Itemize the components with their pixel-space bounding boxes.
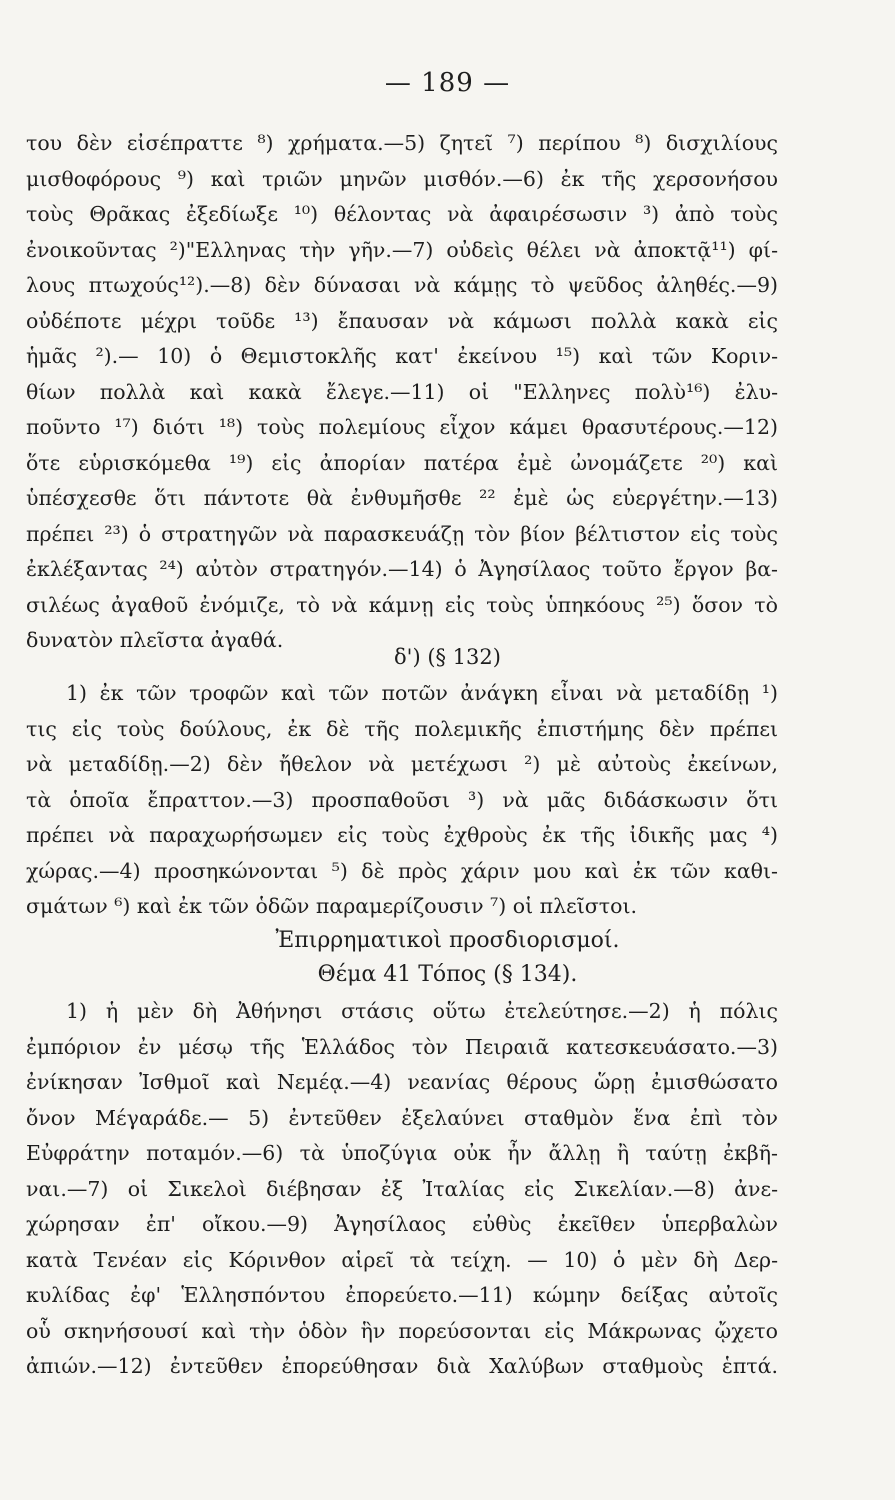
text-line: κυλίδας ἐφ' Ἑλλησπόντου ἐπορεύετο.—11) κώμην δείξας αὐτοῖς xyxy=(26,1283,778,1307)
text-line: ἡμᾶς ²).— 10) ὁ Θεμιστοκλῆς κατ' ἐκείνου ¹⁵) καὶ τῶν Κοριν- xyxy=(26,344,778,368)
text-line: λους πτωχούς¹²).—8) δὲν δύνασαι νὰ κάμῃς τὸ ψεῦδος ἀληθές.—9) xyxy=(26,273,778,297)
text-line: σμάτων ⁶) καὶ ἐκ τῶν ὁδῶν παραμερίζουσιν ⁷) οἱ πλεῖστοι. xyxy=(26,894,638,918)
text-line: δυνατὸν πλεῖστα ἀγαθά. xyxy=(26,628,284,652)
paragraph-section-132 xyxy=(26,676,778,925)
text-line: τις εἰς τοὺς δούλους, ἐκ δὲ τῆς πολεμικῆς ἐπιστήμης δὲν πρέπει xyxy=(26,716,778,741)
text-line: ἐμπόριον ἐν μέσῳ τῆς Ἑλλάδος τὸν Πειραιᾶ κατεσκευάσατο.—3) xyxy=(26,1034,778,1059)
text-line: σιλέως ἀγαθοῦ ἐνόμιζε, τὸ νὰ κάμνῃ εἰς τοὺς ὑπηκόους ²⁵) ὅσον τὸ xyxy=(26,592,778,617)
text-line: ἀπιών.—12) ἐντεῦθεν ἐπορεύθησαν διὰ Χαλύβων σταθμοὺς ἑπτά. xyxy=(26,1354,778,1378)
text-line: ἐνοικοῦντας ²)"Ελληνας τὴν γῆν.—7) οὐδεὶς θέλει νὰ ἀποκτᾷ¹¹) φί- xyxy=(26,237,778,262)
text-line: του δὲν εἰσέπραττε ⁸) χρήματα.—5) ζητεῖ ⁷) περίπου ⁸) δισχιλίους xyxy=(26,131,778,155)
section-heading-delta: δ') (§ 132) xyxy=(394,645,501,669)
text-line: ἐκλέξαντας ²⁴) αὐτὸν στρατηγόν.—14) ὁ Ἀγησίλαος τοῦτο ἔργον βα- xyxy=(26,557,778,581)
text-line: κατὰ Τενέαν εἰς Κόρινθον αἱρεῖ τὰ τείχη. — 10) ὁ μὲν δὴ Δερ- xyxy=(26,1247,778,1272)
paragraph-exercises-continued xyxy=(26,126,778,659)
text-line: πρέπει ²³) ὁ στρατηγῶν νὰ παρασκευάζῃ τὸν βίον βέλτιστον εἰς τοὺς xyxy=(26,521,778,546)
text-line: Εὐφράτην ποταμόν.—6) τὰ ὑποζύγια οὐκ ἦν ἄλλῃ ἢ ταύτῃ ἐκβῆ- xyxy=(26,1141,778,1165)
text-line: ἐνίκησαν Ἰσθμοῖ καὶ Νεμέᾳ.—4) νεανίας θέρους ὥρῃ ἐμισθώσατο xyxy=(26,1070,778,1094)
text-line: οὗ σκηνήσουσί καὶ τὴν ὁδὸν ἣν πορεύσονται εἰς Μάκρωνας ᾤχετο xyxy=(26,1318,778,1343)
text-line: ὅτε εὑρισκόμεθα ¹⁹) εἰς ἀπορίαν πατέρα ἐμὲ ὠνομάζετε ²⁰) καὶ xyxy=(26,450,778,475)
text-line: ὄνον Μέγαράδε.— 5) ἐντεῦθεν ἐξελαύνει σταθμὸν ἕνα ἐπὶ τὸν xyxy=(26,1105,778,1130)
paragraph-theme-41 xyxy=(26,994,778,1385)
text-line: πρέπει νὰ παραχωρήσωμεν εἰς τοὺς ἐχθροὺς ἐκ τῆς ἰδικῆς μας ⁴) xyxy=(26,823,778,847)
text-line: χώρας.—4) προσηκώνονται ⁵) δὲ πρὸς χάριν μου καὶ ἐκ τῶν καθι- xyxy=(26,858,778,883)
text-line: χώρησαν ἐπ' οἴκου.—9) Ἀγησίλαος εὐθὺς ἐκεῖθεν ὑπερβαλὼν xyxy=(26,1212,778,1236)
text-line: θίων πολλὰ καὶ κακὰ ἔλεγε.—11) οἱ "Ελληνες πολὺ¹⁶) ἐλυ- xyxy=(26,379,778,404)
text-line: 1) ἐκ τῶν τροφῶν καὶ τῶν ποτῶν ἀνάγκη εἶναι νὰ μεταδίδῃ ¹) xyxy=(66,681,778,705)
section-heading-adverbial: Ἐπιρρηματικοὶ προσδιορισμοί. xyxy=(275,928,620,953)
text-line: 1) ἡ μὲν δὴ Ἀθήνησι στάσις οὕτω ἐτελεύτησε.—2) ἡ πόλις xyxy=(66,999,778,1023)
text-line: ναι.—7) οἱ Σικελοὶ διέβησαν ἐξ Ἰταλίας εἰς Σικελίαν.—8) ἀνε- xyxy=(26,1176,778,1201)
text-line: ὑπέσχεσθε ὅτι πάντοτε θὰ ἐνθυμῆσθε ²² ἐμὲ ὡς εὐεργέτην.—13) xyxy=(26,486,778,510)
text-line: τοὺς Θρᾶκας ἐξεδίωξε ¹⁰) θέλοντας νὰ ἀφαιρέσωσιν ³) ἀπὸ τοὺς xyxy=(26,202,778,226)
text-line: τὰ ὁποῖα ἔπραττον.—3) προσπαθοῦσι ³) νὰ μᾶς διδάσκωσιν ὅτι xyxy=(26,787,778,812)
text-line: ποῦντο ¹⁷) διότι ¹⁸) τοὺς πολεμίους εἶχον κάμει θρασυτέρους.—12) xyxy=(26,415,778,439)
text-line: μισθοφόρους ⁹) καὶ τριῶν μηνῶν μισθόν.—6) ἐκ τῆς χερσονήσου xyxy=(26,166,778,191)
page-number: — 189 — xyxy=(384,68,511,98)
text-line: νὰ μεταδίδῃ.—2) δὲν ἤθελον νὰ μετέχωσι ²) μὲ αὐτοὺς ἐκείνων, xyxy=(26,752,778,776)
text-line: οὐδέποτε μέχρι τοῦδε ¹³) ἔπαυσαν νὰ κάμωσι πολλὰ κακὰ εἰς xyxy=(26,308,778,333)
section-heading-theme: Θέμα 41 Τόπος (§ 134). xyxy=(317,962,578,987)
